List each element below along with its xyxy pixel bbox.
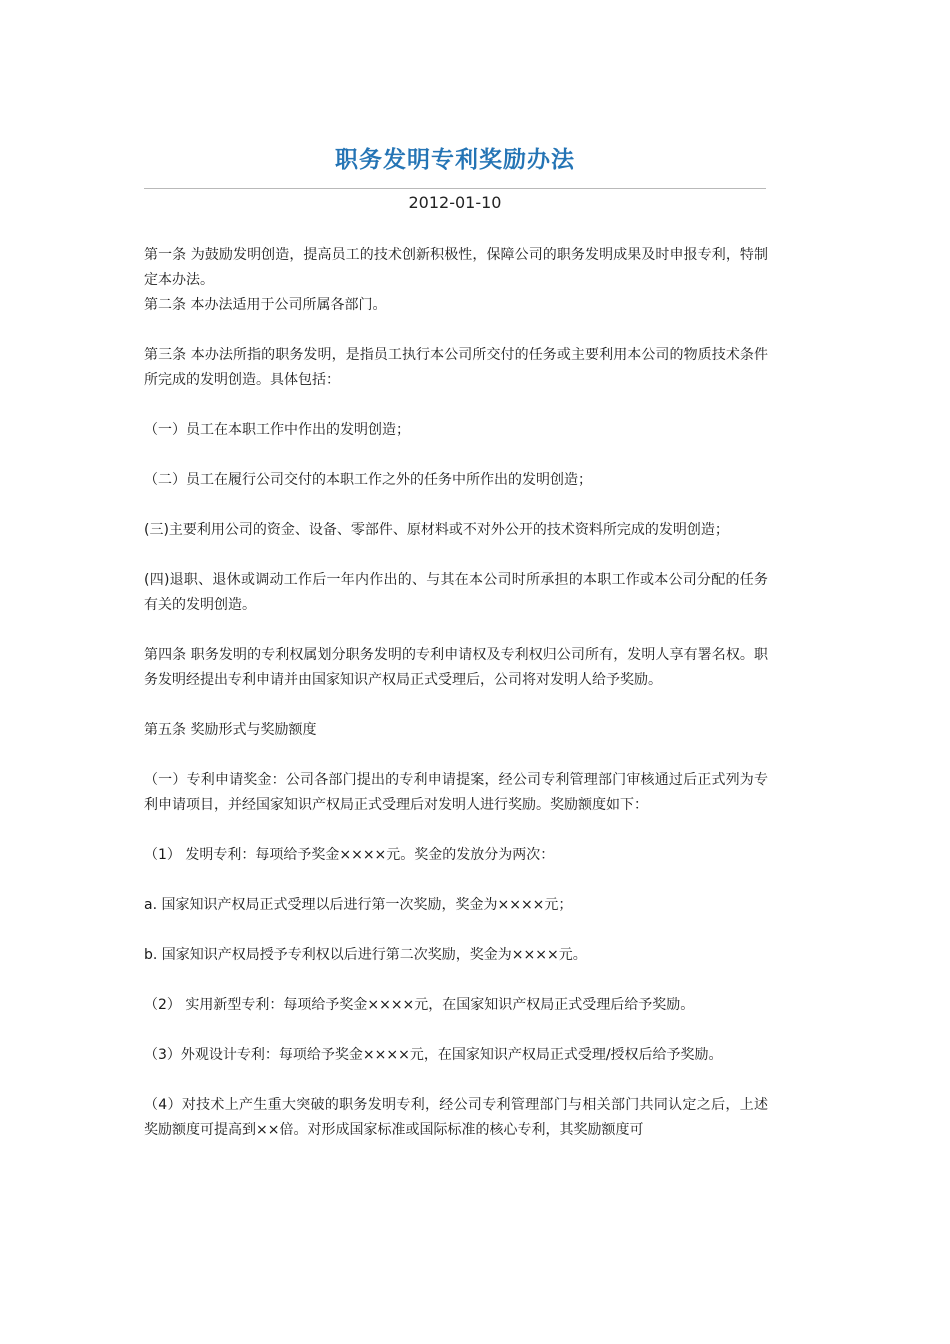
article-3-item-3: (三)主要利用公司的资金、设备、零部件、原材料或不对外公开的技术资料所完成的发明创造； (144, 522, 729, 538)
reward-item-2: （2） 实用新型专利：每项给予奖金××××元，在国家知识产权局正式受理后给予奖励。 (144, 997, 695, 1013)
reward-item-3: （3）外观设计专利：每项给予奖金××××元，在国家知识产权局正式受理/授权后给予奖励。 (144, 1047, 723, 1063)
article-1: 第一条 为鼓励发明创造，提高员工的技术创新积极性，保障公司的职务发明成果及时申报专利，特制定本办法。 (144, 247, 768, 288)
reward-item-1a: a. 国家知识产权局正式受理以后进行第一次奖励，奖金为××××元； (144, 897, 573, 913)
document-title: 职务发明专利奖励办法 (335, 146, 575, 173)
publish-date: 2012-01-10 (408, 193, 502, 212)
reward-item-4: （4）对技术上产生重大突破的职务发明专利，经公司专利管理部门与相关部门共同认定之后，上述奖励额度可提高到××倍。对形成国家标准或国际标准的核心专利，其奖励额度可 (144, 1097, 768, 1138)
title-divider (144, 188, 766, 189)
article-3: 第三条 本办法所指的职务发明，是指员工执行本公司所交付的任务或主要利用本公司的物质技术条件所完成的发明创造。具体包括： (144, 347, 768, 388)
document-body (144, 243, 768, 1143)
article-3-item-1: （一）员工在本职工作中作出的发明创造； (144, 422, 410, 438)
article-5-section-1: （一）专利申请奖金：公司各部门提出的专利申请提案，经公司专利管理部门审核通过后正式列为专利申请项目，并经国家知识产权局正式受理后对发明人进行奖励。奖励额度如下： (144, 772, 768, 813)
article-5-heading: 第五条 奖励形式与奖励额度 (144, 722, 317, 738)
reward-item-1b: b. 国家知识产权局授予专利权以后进行第二次奖励，奖金为××××元。 (144, 947, 587, 963)
article-4: 第四条 职务发明的专利权属划分职务发明的专利申请权及专利权归公司所有，发明人享有署名权。职务发明经提出专利申请并由国家知识产权局正式受理后，公司将对发明人给予奖励。 (144, 647, 768, 688)
reward-item-1: （1） 发明专利：每项给予奖金××××元。奖金的发放分为两次： (144, 847, 555, 863)
article-3-item-4: (四)退职、退休或调动工作后一年内作出的、与其在本公司时所承担的本职工作或本公司分配的任务有关的发明创造。 (144, 572, 768, 613)
article-3-item-2: （二）员工在履行公司交付的本职工作之外的任务中所作出的发明创造； (144, 472, 592, 488)
article-2: 第二条 本办法适用于公司所属各部门。 (144, 297, 387, 313)
